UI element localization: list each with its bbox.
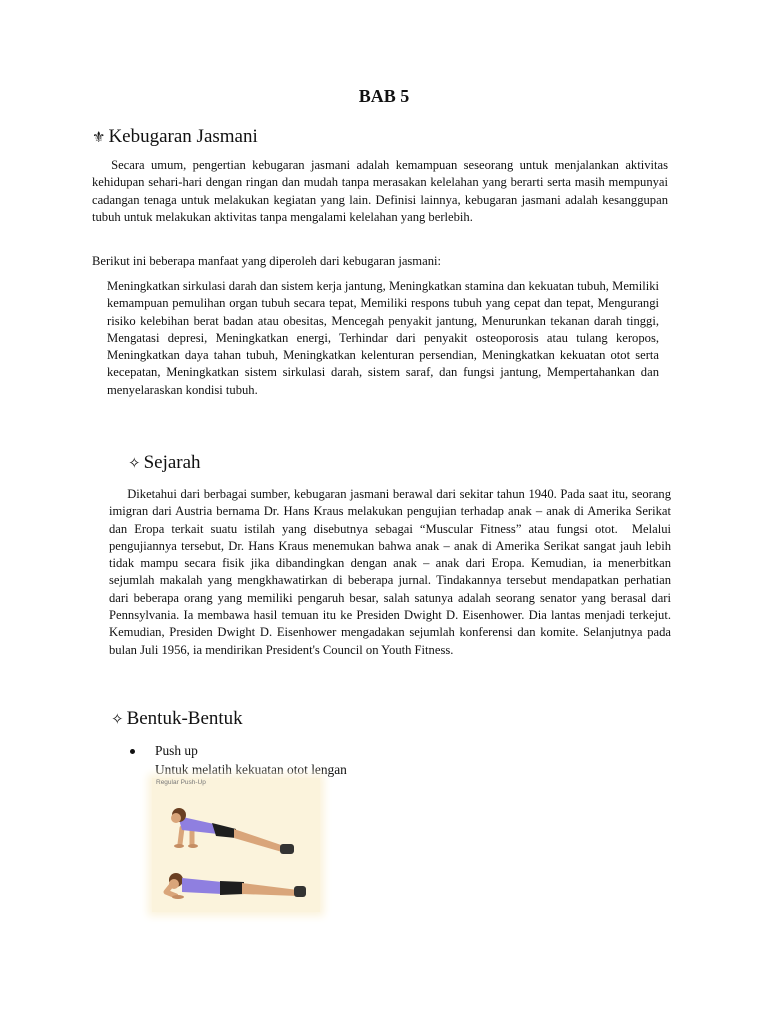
section-heading-bentuk bbox=[111, 708, 243, 730]
section-heading-text: Sejarah bbox=[143, 452, 201, 473]
bullet-dot-icon bbox=[130, 749, 135, 754]
section-heading-text: Bentuk-Bentuk bbox=[126, 708, 243, 729]
exercise-name: Push up bbox=[155, 743, 198, 758]
push-up-illustration bbox=[152, 778, 320, 912]
push-up-figures bbox=[152, 778, 320, 912]
fleur-de-lis-icon: ⚜ bbox=[92, 129, 106, 146]
four-pointed-star-icon: ✧ bbox=[111, 711, 124, 728]
kebugaran-lead-paragraph: Berikut ini beberapa manfaat yang diperoleh dari kebugaran jasmani: bbox=[92, 254, 441, 268]
sejarah-paragraph: Diketahui dari berbagai sumber, kebugaran jasmani berawal dari sekitar tahun 1940. Pada saat itu, seorang imigran dari Austria bernama Dr. Hans Kraus melakukan pengujian terhadap anak – anak di Amerika Serikat dan Eropa terkait suatu istilah yang disebutnya sebagai “Muscular Fitness” atau fungsi otot. Melalui pengujiannya tersebut, Dr. Hans Kraus menemukan bahwa anak – anak di Amerika Serikat sangat jauh lebih tidak mampu secara fisik jika dibandingkan dengan anak – anak dari Eropa. Kemudian, ia menerbitkan sejumlah makalah yang mengkhawatirkan di beberapa jurnal. Tindakannya tersebut mendapatkan perhatian dari beberapa orang yang memiliki pengaruh besar, salah satunya adalah seorang senator yang berasal dari Pennsylvania. Ia membawa hasil temuan itu ke Presiden Dwight D. Eisenhower. Dia lantas menjadi terkejut. Kemudian, Presiden Dwight D. Eisenhower mengadakan sejumlah konferensi dan komite. Selanjutnya pada bulan Juli 1956, ia mendirikan President's Council on Youth Fitness. bbox=[109, 487, 675, 657]
kebugaran-benefits-paragraph: Meningkatkan sirkulasi darah dan sistem kerja jantung, Meningkatkan stamina dan kekuatan tubuh, Memiliki kemampuan pemulihan organ tubuh secara tepat, Memiliki respons tubuh yang cepat dan tepat, Mengurangi risiko kelebihan berat badan atau obesitas, Mencegah penyakit jantung, Menurunkan tekanan darah tinggi, Mengatasi depresi, Meningkatkan energi, Terhindar dari penyakit osteoporosis atau tulang keropos, Meningkatkan daya tahan tubuh, Meningkatkan kelenturan persendian, Meningkatkan kekuatan otot serta kecepatan, Meningkatkan sistem sirkulasi darah, sistem saraf, dan fungsi jantung, Mempertahankan dan menyelaraskan kondisi tubuh. bbox=[107, 279, 659, 397]
push-up-figure-top bbox=[171, 808, 294, 854]
section-heading-kebugaran bbox=[92, 126, 258, 148]
chapter-title: BAB 5 bbox=[358, 86, 410, 106]
figure-caption: Regular Push-Up bbox=[156, 779, 206, 786]
kebugaran-intro-paragraph: Secara umum, pengertian kebugaran jasmani adalah kemampuan seseorang untuk menjalankan aktivitas kehidupan sehari-hari dengan ringan dan mudah tanpa merasakan kelelahan yang berarti serta masih mempunyai cadangan tenaga untuk melakukan kegiatan yang lain. Definisi lainnya, kebugaran jasmani adalah kesanggupan tubuh untuk melakukan aktivitas tanpa mengalami kelelahan yang berlebih. bbox=[92, 158, 672, 224]
push-up-figure-bottom bbox=[166, 873, 306, 899]
section-heading-sejarah bbox=[128, 452, 201, 474]
four-pointed-star-icon: ✧ bbox=[128, 455, 141, 472]
exercise-description: Untuk melatih kekuatan otot lengan bbox=[155, 762, 347, 777]
section-heading-text: Kebugaran Jasmani bbox=[108, 126, 258, 147]
